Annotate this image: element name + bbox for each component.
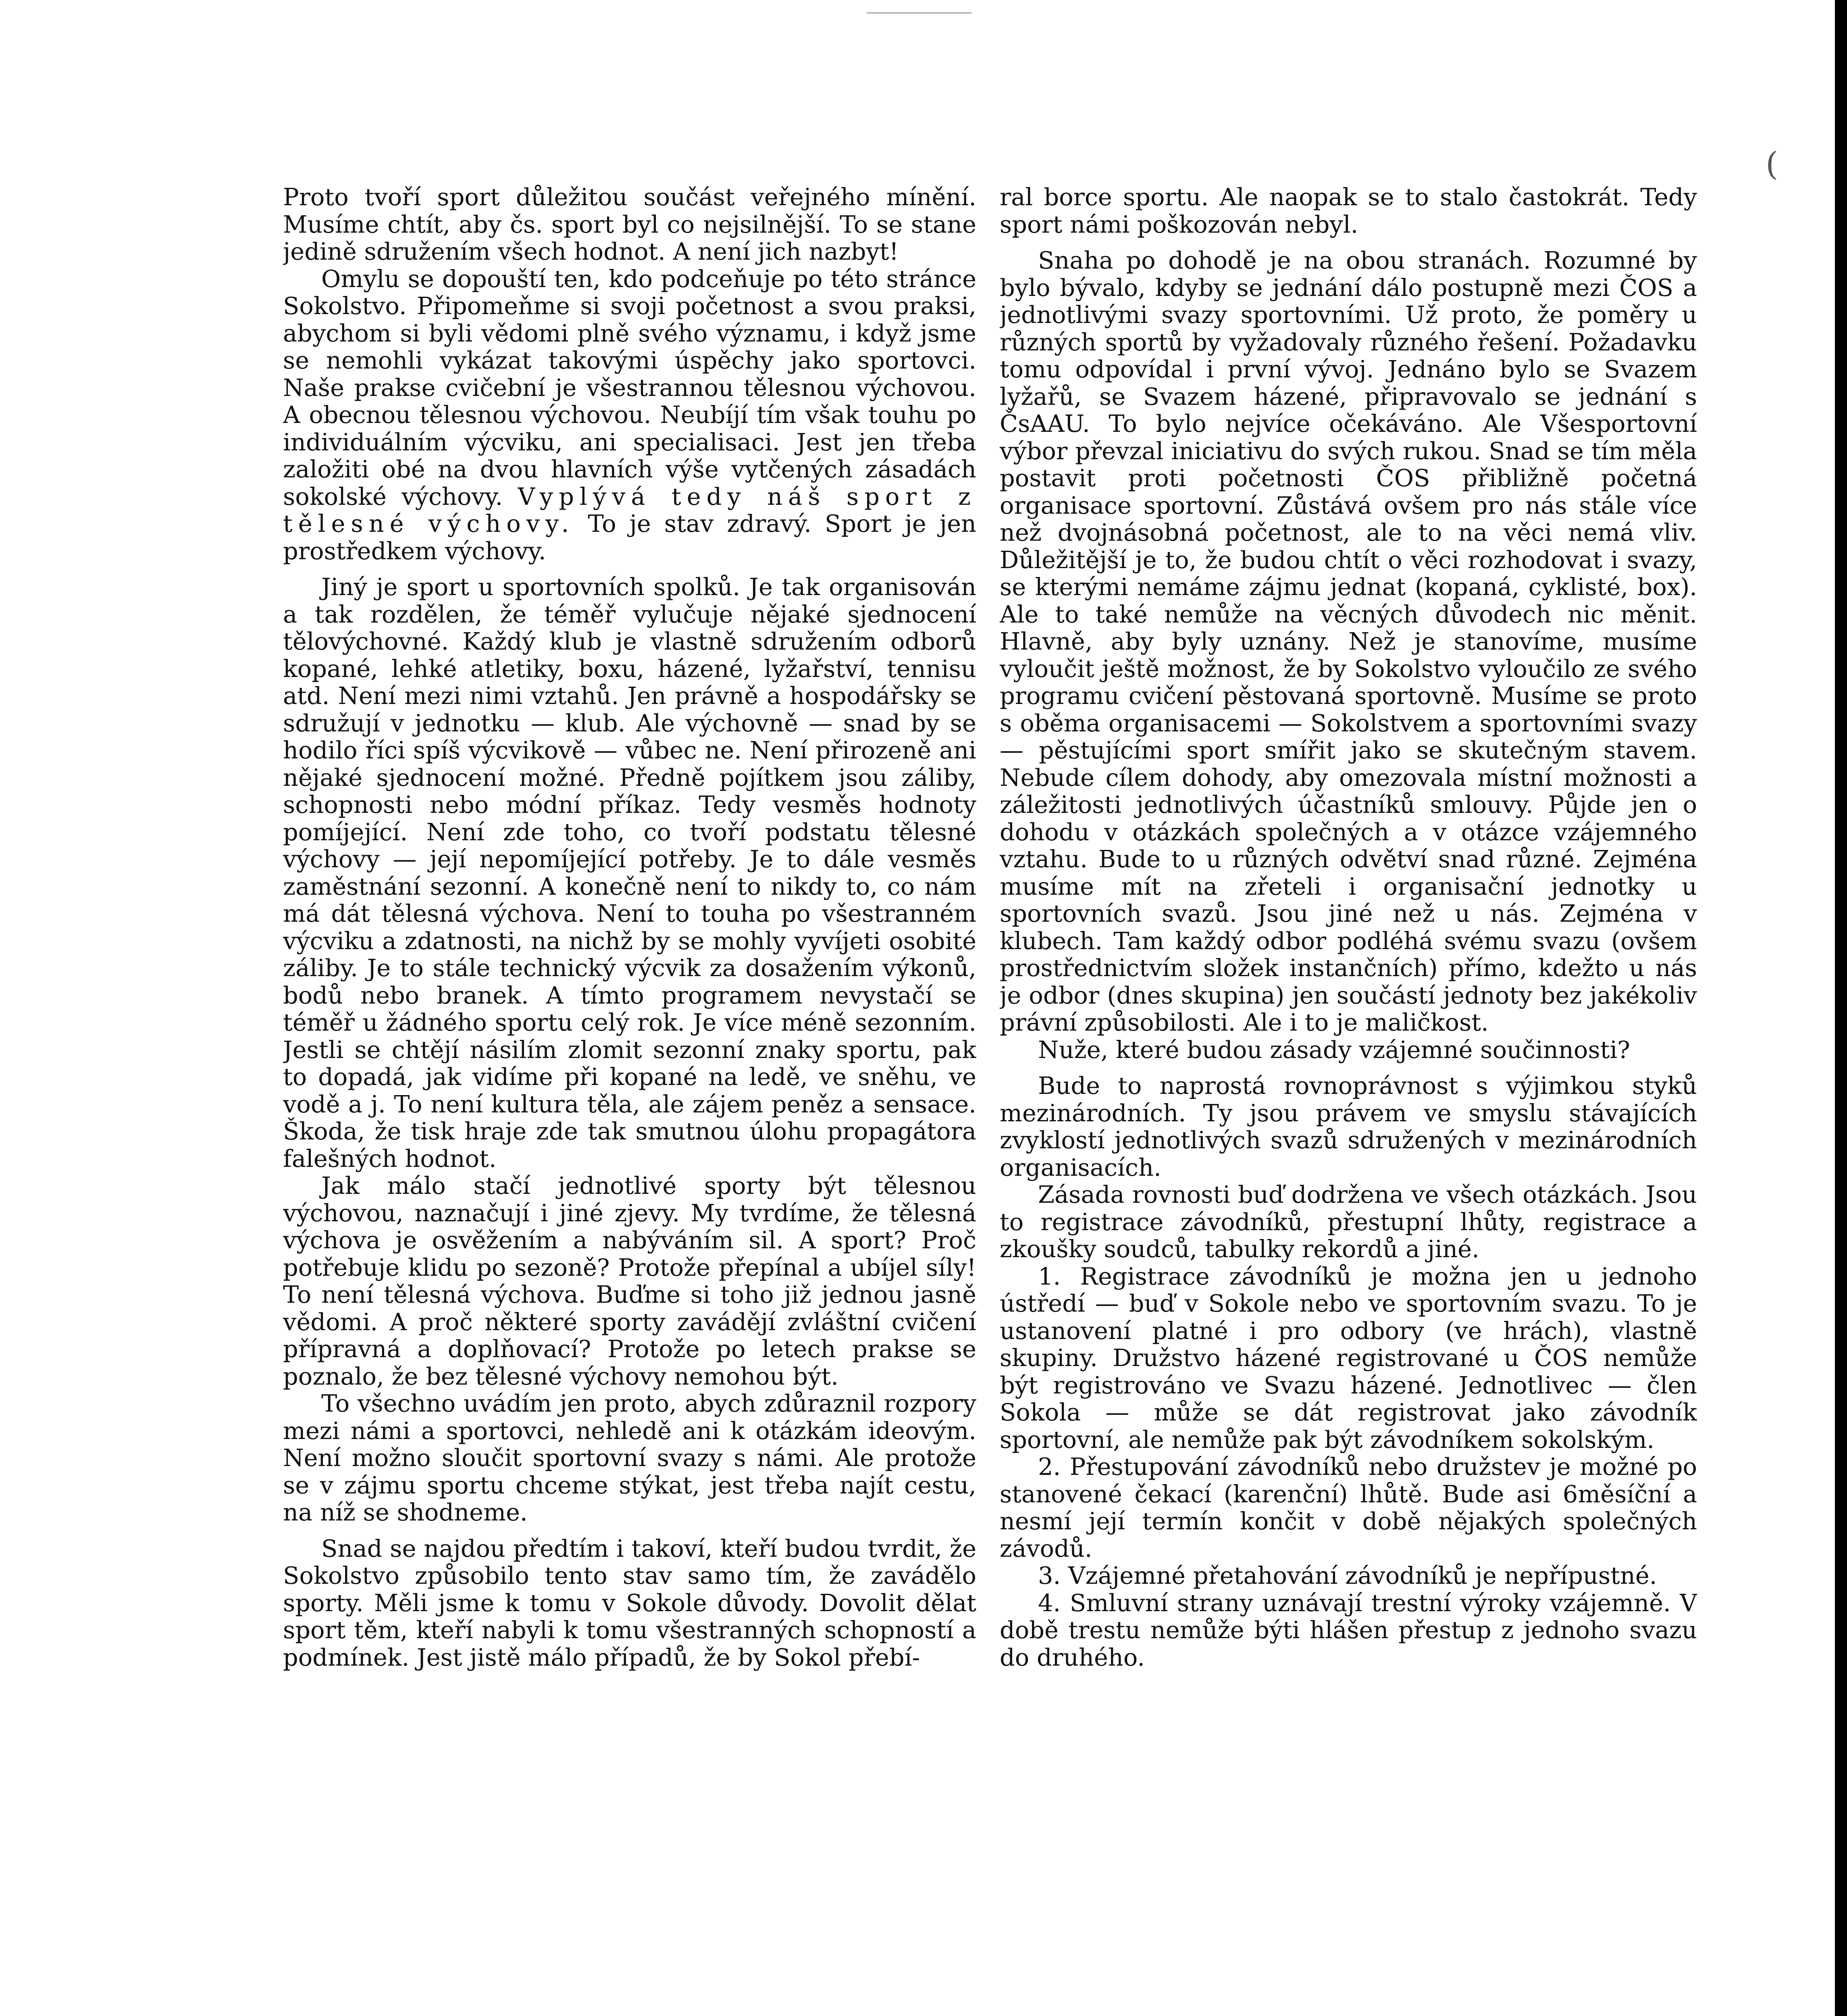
text-column-right <box>1000 183 1697 2016</box>
paragraph: ral borce sportu. Ale naopak se to stalo častokrát. Tedy sport námi poškozován nebyl. <box>1000 183 1697 238</box>
paragraph: Jak málo stačí jednotlivé sporty být tělesnou výchovou, naznačují i jiné zjevy. My tvrdíme, že tělesná výchova je osvěžením a nabýváním sil. A sport? Proč potřebuje klidu po sezoně? Protože přepínal a ubíjel síly! To není tělesná výchova. Buďme si toho již jednou jasně vědomi. A proč některé sporty zavádějí zvláštní cvičení přípravná a doplňovací? Protože po letech prakse se poznalo, že bez tělesné výchovy nemohou být. <box>283 1172 976 1390</box>
text-column-left <box>283 183 976 2016</box>
paragraph: Snaha po dohodě je na obou stranách. Rozumné by bylo bývalo, kdyby se jednání dálo postupně mezi ČOS a jednotlivými svazy sportovními. Už proto, že poměry u různých sportů by vyžadovaly různého řešení. Požadavku tomu odpovídal i první vývoj. Jednáno bylo se Svazem lyžařů, se Svazem házené, připravovalo se jednání s ČsAAU. To bylo nejvíce očekáváno. Ale Všesportovní výbor převzal iniciativu do svých rukou. Snad se tím měla postavit proti početnosti ČOS přibližně početná organisace sportovní. Zůstává ovšem pro nás stále více než dvojnásobná početnost, ale to na věci nemá vliv. Důležitější je to, že budou chtít o věci rozhodovat i svazy, se kterými nemáme zájmu jednat (kopaná, cyklisté, box). Ale to také nemůže na věcných důvodech nic měnit. Hlavně, aby byly uznány. Než je stanovíme, musíme vyloučit ještě možnost, že by Sokolstvo vyloučilo ze svého programu cvičení pěstovaná sportovně. Musíme se proto s oběma organisacemi — Sokolstvem a sportovními svazy — pěstujícími sport smířit jako se skutečným stavem. Nebude cílem dohody, aby omezovala místní možnosti a záležitosti jednotlivých účastníků smlouvy. Půjde jen o dohodu v otázkách společných a v otázce vzájemného vztahu. Bude to u různých odvětví snad různé. Zejména musíme mít na zřeteli i organisační jednotky u sportovních svazů. Jsou jiné než u nás. Zejména v klubech. Tam každý odbor podléhá svému svazu (ovšem prostřednictvím složek instančních) přímo, kdežto u nás je odbor (dnes skupina) jen součástí jednoty bez jakékoliv právní způsobilosti. Ale i to je maličkost. <box>1000 246 1697 1036</box>
paragraph: Jiný je sport u sportovních spolků. Je tak organisován a tak rozdělen, že téměř vylučuje nějaké sjednocení tělovýchovné. Každý klub je vlastně sdružením odborů kopané, lehké atletiky, boxu, házené, lyžařství, tennisu atd. Není mezi nimi vztahů. Jen právně a hospodářsky se sdružují v jednotku — klub. Ale výchovně — snad by se hodilo říci spíš výcvikově — vůbec ne. Není přirozeně ani nějaké sjednocení možné. Předně pojítkem jsou záliby, schopnosti nebo módní příkaz. Tedy vesměs hodnoty pomíjející. Není zde toho, co tvoří podstatu tělesné výchovy — její nepomíjející potřeby. Je to dále vesměs zaměstnání sezonní. A konečně není to nikdy to, co nám má dát tělesná výchova. Není to touha po všestranném výcviku a zdatnosti, na nichž by se mohly vyvíjeti osobité záliby. Je to stále technický výcvik za dosažením výkonů, bodů nebo branek. A tímto programem nevystačí se téměř u žádného sportu celý rok. Je více méně sezonním. Jestli se chtějí násilím zlomit sezonní znaky sportu, pak to dopadá, jak vidíme při kopané na ledě, ve sněhu, ve vodě a j. To není kultura těla, ale zájem peněz a sensace. Škoda, že tisk hraje zde tak smutnou úlohu propagátora falešných hodnot. <box>283 573 976 1173</box>
paragraph: Zásada rovnosti buď dodržena ve všech otázkách. Jsou to registrace závodníků, přestupní lhůty, registrace a zkoušky soudců, tabulky rekordů a jiné. <box>1000 1181 1697 1263</box>
paragraph: 4. Smluvní strany uznávají trestní výroky vzájemně. V době trestu nemůže býti hlášen přestup z jednoho svazu do druhého. <box>1000 1589 1697 1671</box>
paragraph: Proto tvoří sport důležitou součást veřejného mínění. Musíme chtít, aby čs. sport byl co nejsilnější. To se stane jedině sdružením všech hodnot. A není jich nazbyt! <box>283 183 976 265</box>
paragraph-text: To je stav zdravý. Sport je jen prostředkem výchovy. <box>283 510 976 565</box>
paragraph: 3. Vzájemné přetahování závodníků je nepřípustné. <box>1038 1562 1657 1589</box>
scan-border-right <box>1835 0 1847 2016</box>
paragraph: Snad se najdou předtím i takoví, kteří budou tvrdit, že Sokolstvo způsobilo tento stav samo tím, že zavádělo sporty. Měli jsme k tomu v Sokole důvody. Dovolit dělat sport těm, kteří nabyli k tomu všestranných schopností a podmínek. Jest jistě málo případů, že by Sokol přebí- <box>283 1534 976 1671</box>
paragraph: Bude to naprostá rovnoprávnost s výjimkou styků mezinárodních. Ty jsou právem ve smyslu stávajících zvyklostí jednotlivých svazů sdružených v mezinárodních organisacích. <box>1000 1072 1697 1181</box>
scan-bracket-mark: ( <box>1766 145 1778 183</box>
paragraph: 1. Registrace závodníků je možna jen u jednoho ústředí — buď v Sokole nebo ve sportovním svazu. To je ustanovení platné i pro odbory (ve hrách), vlastně skupiny. Družstvo házené registrované u ČOS nemůže být registrováno ve Svazu házené. Jednotlivec — člen Sokola — může se dát registrovat jako závodník sportovní, ale nemůže pak být závodníkem sokolským. <box>1000 1262 1697 1454</box>
paragraph: 2. Přestupování závodníků nebo družstev je možné po stanovené čekací (karenční) lhůtě. Bude asi 6měsíční a nesmí její termín končit v době nějakých společných závodů. <box>1000 1453 1697 1562</box>
spaced-emphasis: Vyplývá tedy náš sport z tělesné výchovy. <box>283 482 976 537</box>
paragraph: Nuže, které budou zásady vzájemné součinnosti? <box>1038 1035 1630 1064</box>
scan-smudge-top <box>867 12 971 18</box>
paragraph: To všechno uvádím jen proto, abych zdůraznil rozpory mezi námi a sportovci, nehledě ani k otázkám ideovým. Není možno sloučit sportovní svazy s námi. Ale protože se v zájmu sportu chceme stýkat, jest třeba najít cestu, na níž se shodneme. <box>283 1389 976 1526</box>
paragraph <box>283 265 976 565</box>
paragraph-text: Omylu se dopouští ten, kdo podceňuje po této stránce Sokolstvo. Připomeňme si svoji početnost a svou praksi, abychom si byli vědomi plně svého významu, i když jsme se nemohli vykázat takovými úspěchy jako sportovci. Naše prakse cvičební je všestrannou tělesnou výchovou. A obecnou tělesnou výchovou. Neubíjí tím však touhu po individuálním výcviku, ani specialisaci. Jest jen třeba založiti obé na dvou hlavních výše vytčených zásadách sokolské výchovy. <box>283 264 976 510</box>
